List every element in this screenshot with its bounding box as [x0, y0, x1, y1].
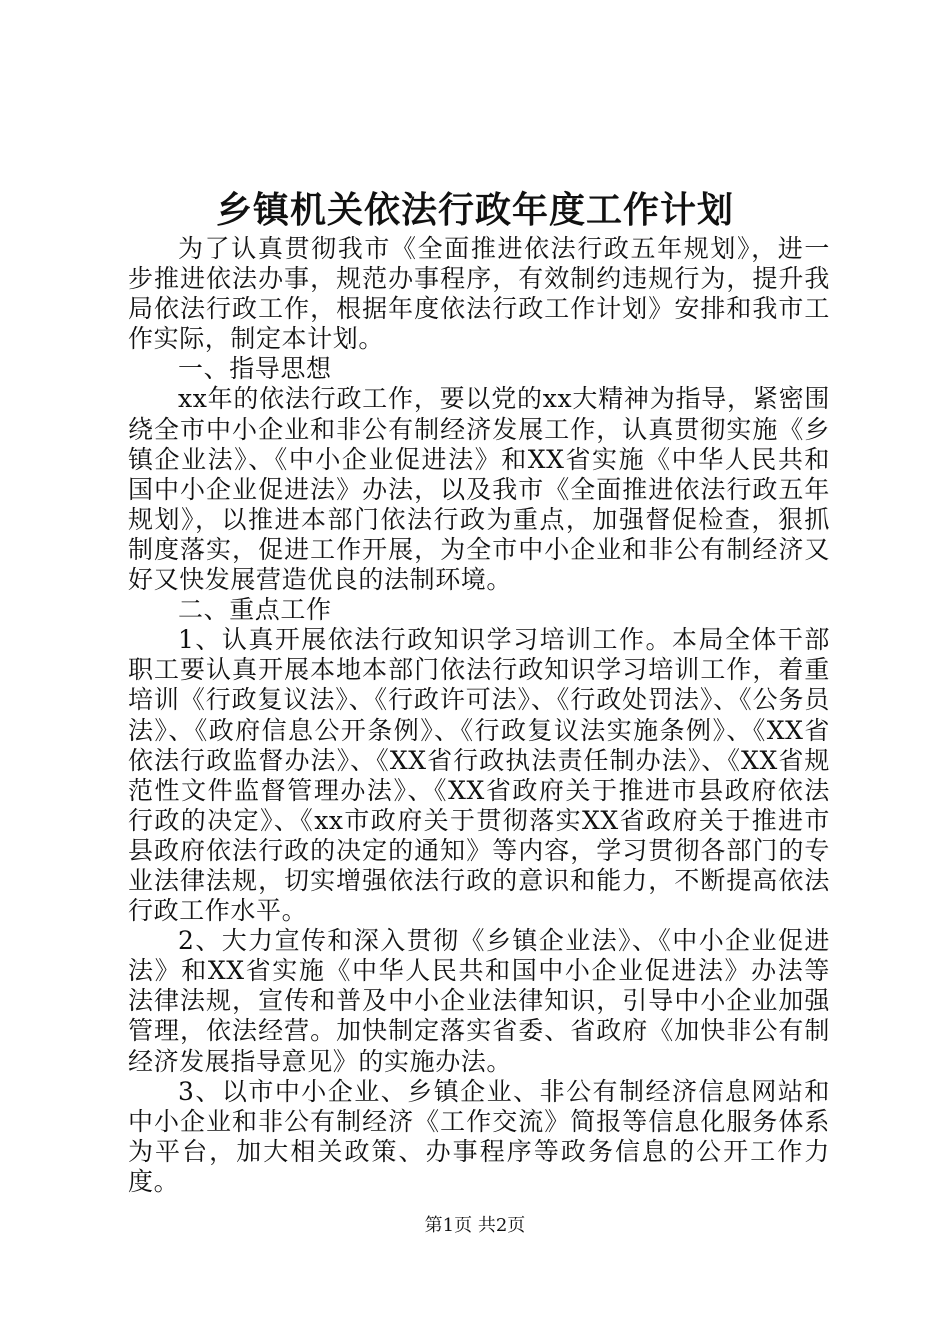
section-heading-key-work: 二、重点工作 — [178, 595, 332, 625]
key-work-item-2: 2、大力宣传和深入贯彻《乡镇企业法》、《中小企业促进法》和XX省实施《中华人民共和国中小企业促进法》办法等法律法规，宣传和普及中小企业法律知识，引导中小企业加强管理，依法经营。加快制定落实省委、省政府《加快非公有制经济发展指导意见》的实施办法。 — [128, 926, 830, 1076]
section-heading-guiding-ideology: 一、指导思想 — [178, 354, 332, 384]
key-work-item-1: 1、认真开展依法行政知识学习培训工作。本局全体干部职工要认真开展本地本部门依法行政知识学习培训工作，着重培训《行政复议法》、《行政许可法》、《行政处罚法》、《公务员法》、《政府信息公开条例》、《行政复议法实施条例》、《XX省依法行政监督办法》、《XX省行政执法责任制办法》、《XX省规范性文件监督管理办法》、《XX省政府关于推进市县政府依法行政的决定》、《xx市政府关于贯彻落实XX省政府关于推进市县政府依法行政的决定的通知》等内容，学习贯彻各部门的专业法律法规，切实增强依法行政的意识和能力，不断提高依法行政工作水平。 — [128, 625, 830, 926]
guiding-ideology-paragraph: xx年的依法行政工作，要以党的xx大精神为指导，紧密围绕全市中小企业和非公有制经济发展工作，认真贯彻实施《乡镇企业法》、《中小企业促进法》和XX省实施《中华人民共和国中小企业促进法》办法，以及我市《全面推进依法行政五年规划》，以推进本部门依法行政为重点，加强督促检查，狠抓制度落实，促进工作开展，为全市中小企业和非公有制经济又好又快发展营造优良的法制环境。 — [128, 384, 830, 595]
page-number-footer: 第1页 共2页 — [424, 1215, 526, 1236]
document-body — [128, 234, 830, 1197]
intro-paragraph: 为了认真贯彻我市《全面推进依法行政五年规划》，进一步推进依法办事，规范办事程序，有效制约违规行为，提升我局依法行政工作，根据年度依法行政工作计划》安排和我市工作实际，制定本计划。 — [128, 234, 830, 354]
key-work-item-3: 3、以市中小企业、乡镇企业、非公有制经济信息网站和中小企业和非公有制经济《工作交流》简报等信息化服务体系为平台，加大相关政策、办事程序等政务信息的公开工作力度。 — [128, 1076, 830, 1196]
document-title: 乡镇机关依法行政年度工作计划 — [215, 189, 734, 231]
